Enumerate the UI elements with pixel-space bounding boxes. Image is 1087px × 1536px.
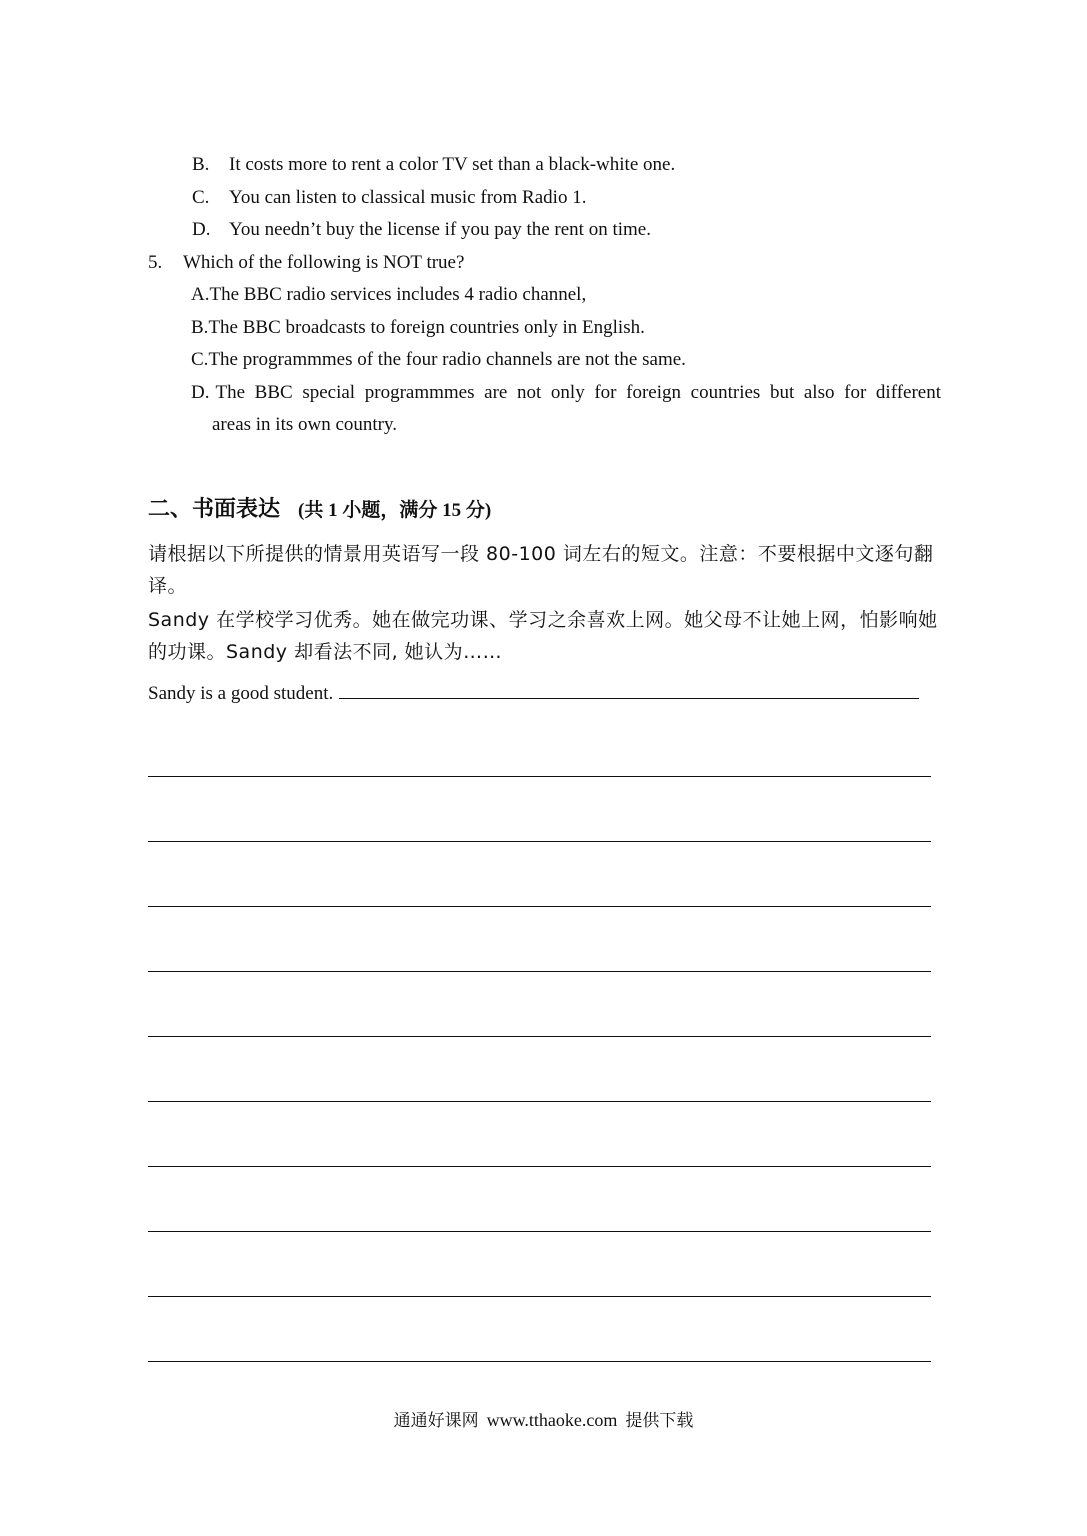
option-letter: D. bbox=[192, 219, 211, 240]
q5-option-b bbox=[191, 315, 645, 341]
footer-site-name: 通通好课网 bbox=[393, 1411, 479, 1431]
q5-option-d-continuation: areas in its own country. bbox=[212, 414, 398, 435]
option-text: You can listen to classical music from Radio 1. bbox=[229, 187, 587, 208]
page-footer bbox=[0, 1408, 1087, 1433]
footer-url[interactable]: www.tthaoke.com bbox=[486, 1410, 618, 1430]
writing-line[interactable] bbox=[148, 906, 931, 907]
option-text: The BBC special programmmes are not only for foreign countries but also for different bbox=[215, 382, 941, 403]
q5-option-a bbox=[191, 282, 586, 308]
option-letter: B. bbox=[192, 154, 210, 175]
footer-suffix: 提供下载 bbox=[625, 1411, 694, 1431]
option-letter: A. bbox=[191, 284, 210, 305]
writing-starter bbox=[148, 680, 919, 707]
starter-text: Sandy is a good student. bbox=[148, 683, 334, 704]
section-score: (共 1 小题，满分 15 分) bbox=[298, 500, 492, 521]
section-title: 二、书面表达 bbox=[148, 497, 281, 522]
q5-stem bbox=[148, 250, 464, 276]
option-text: You needn’t buy the license if you pay the rent on time. bbox=[229, 219, 651, 240]
option-letter: D. bbox=[191, 382, 210, 403]
q4-option-b bbox=[192, 152, 675, 178]
writing-line[interactable] bbox=[148, 1101, 931, 1102]
section-heading bbox=[148, 494, 491, 526]
question-number: 5. bbox=[148, 252, 163, 273]
q4-option-d bbox=[192, 217, 651, 243]
writing-line[interactable] bbox=[148, 1231, 931, 1232]
option-letter: C. bbox=[192, 187, 210, 208]
writing-line[interactable] bbox=[148, 971, 931, 972]
writing-line[interactable] bbox=[148, 1036, 931, 1037]
option-letter: C. bbox=[191, 349, 209, 370]
writing-line[interactable] bbox=[148, 1361, 931, 1362]
writing-line[interactable] bbox=[148, 1166, 931, 1167]
option-text: The BBC radio services includes 4 radio channel, bbox=[209, 284, 587, 305]
q5-option-c bbox=[191, 347, 686, 373]
writing-instruction: 请根据以下所提供的情景用英语写一段 80-100 词左右的短文。注意：不要根据中文逐句翻译。 bbox=[148, 543, 934, 597]
q4-option-c bbox=[192, 185, 586, 211]
option-text: It costs more to rent a color TV set than a black-white one. bbox=[229, 154, 676, 175]
writing-line[interactable] bbox=[148, 1296, 931, 1297]
option-letter: B. bbox=[191, 317, 209, 338]
q5-option-d bbox=[191, 380, 941, 406]
option-text: The BBC broadcasts to foreign countries only in English. bbox=[208, 317, 645, 338]
answer-blank[interactable] bbox=[339, 680, 919, 699]
writing-line[interactable] bbox=[148, 776, 931, 777]
writing-line[interactable] bbox=[148, 841, 931, 842]
question-text: Which of the following is NOT true? bbox=[183, 252, 465, 273]
option-text: The programmmes of the four radio channels are not the same. bbox=[208, 349, 686, 370]
writing-scenario: Sandy 在学校学习优秀。她在做完功课、学习之余喜欢上网。她父母不让她上网，怕影响她的功课。Sandy 却看法不同, 她认为…… bbox=[148, 609, 938, 663]
